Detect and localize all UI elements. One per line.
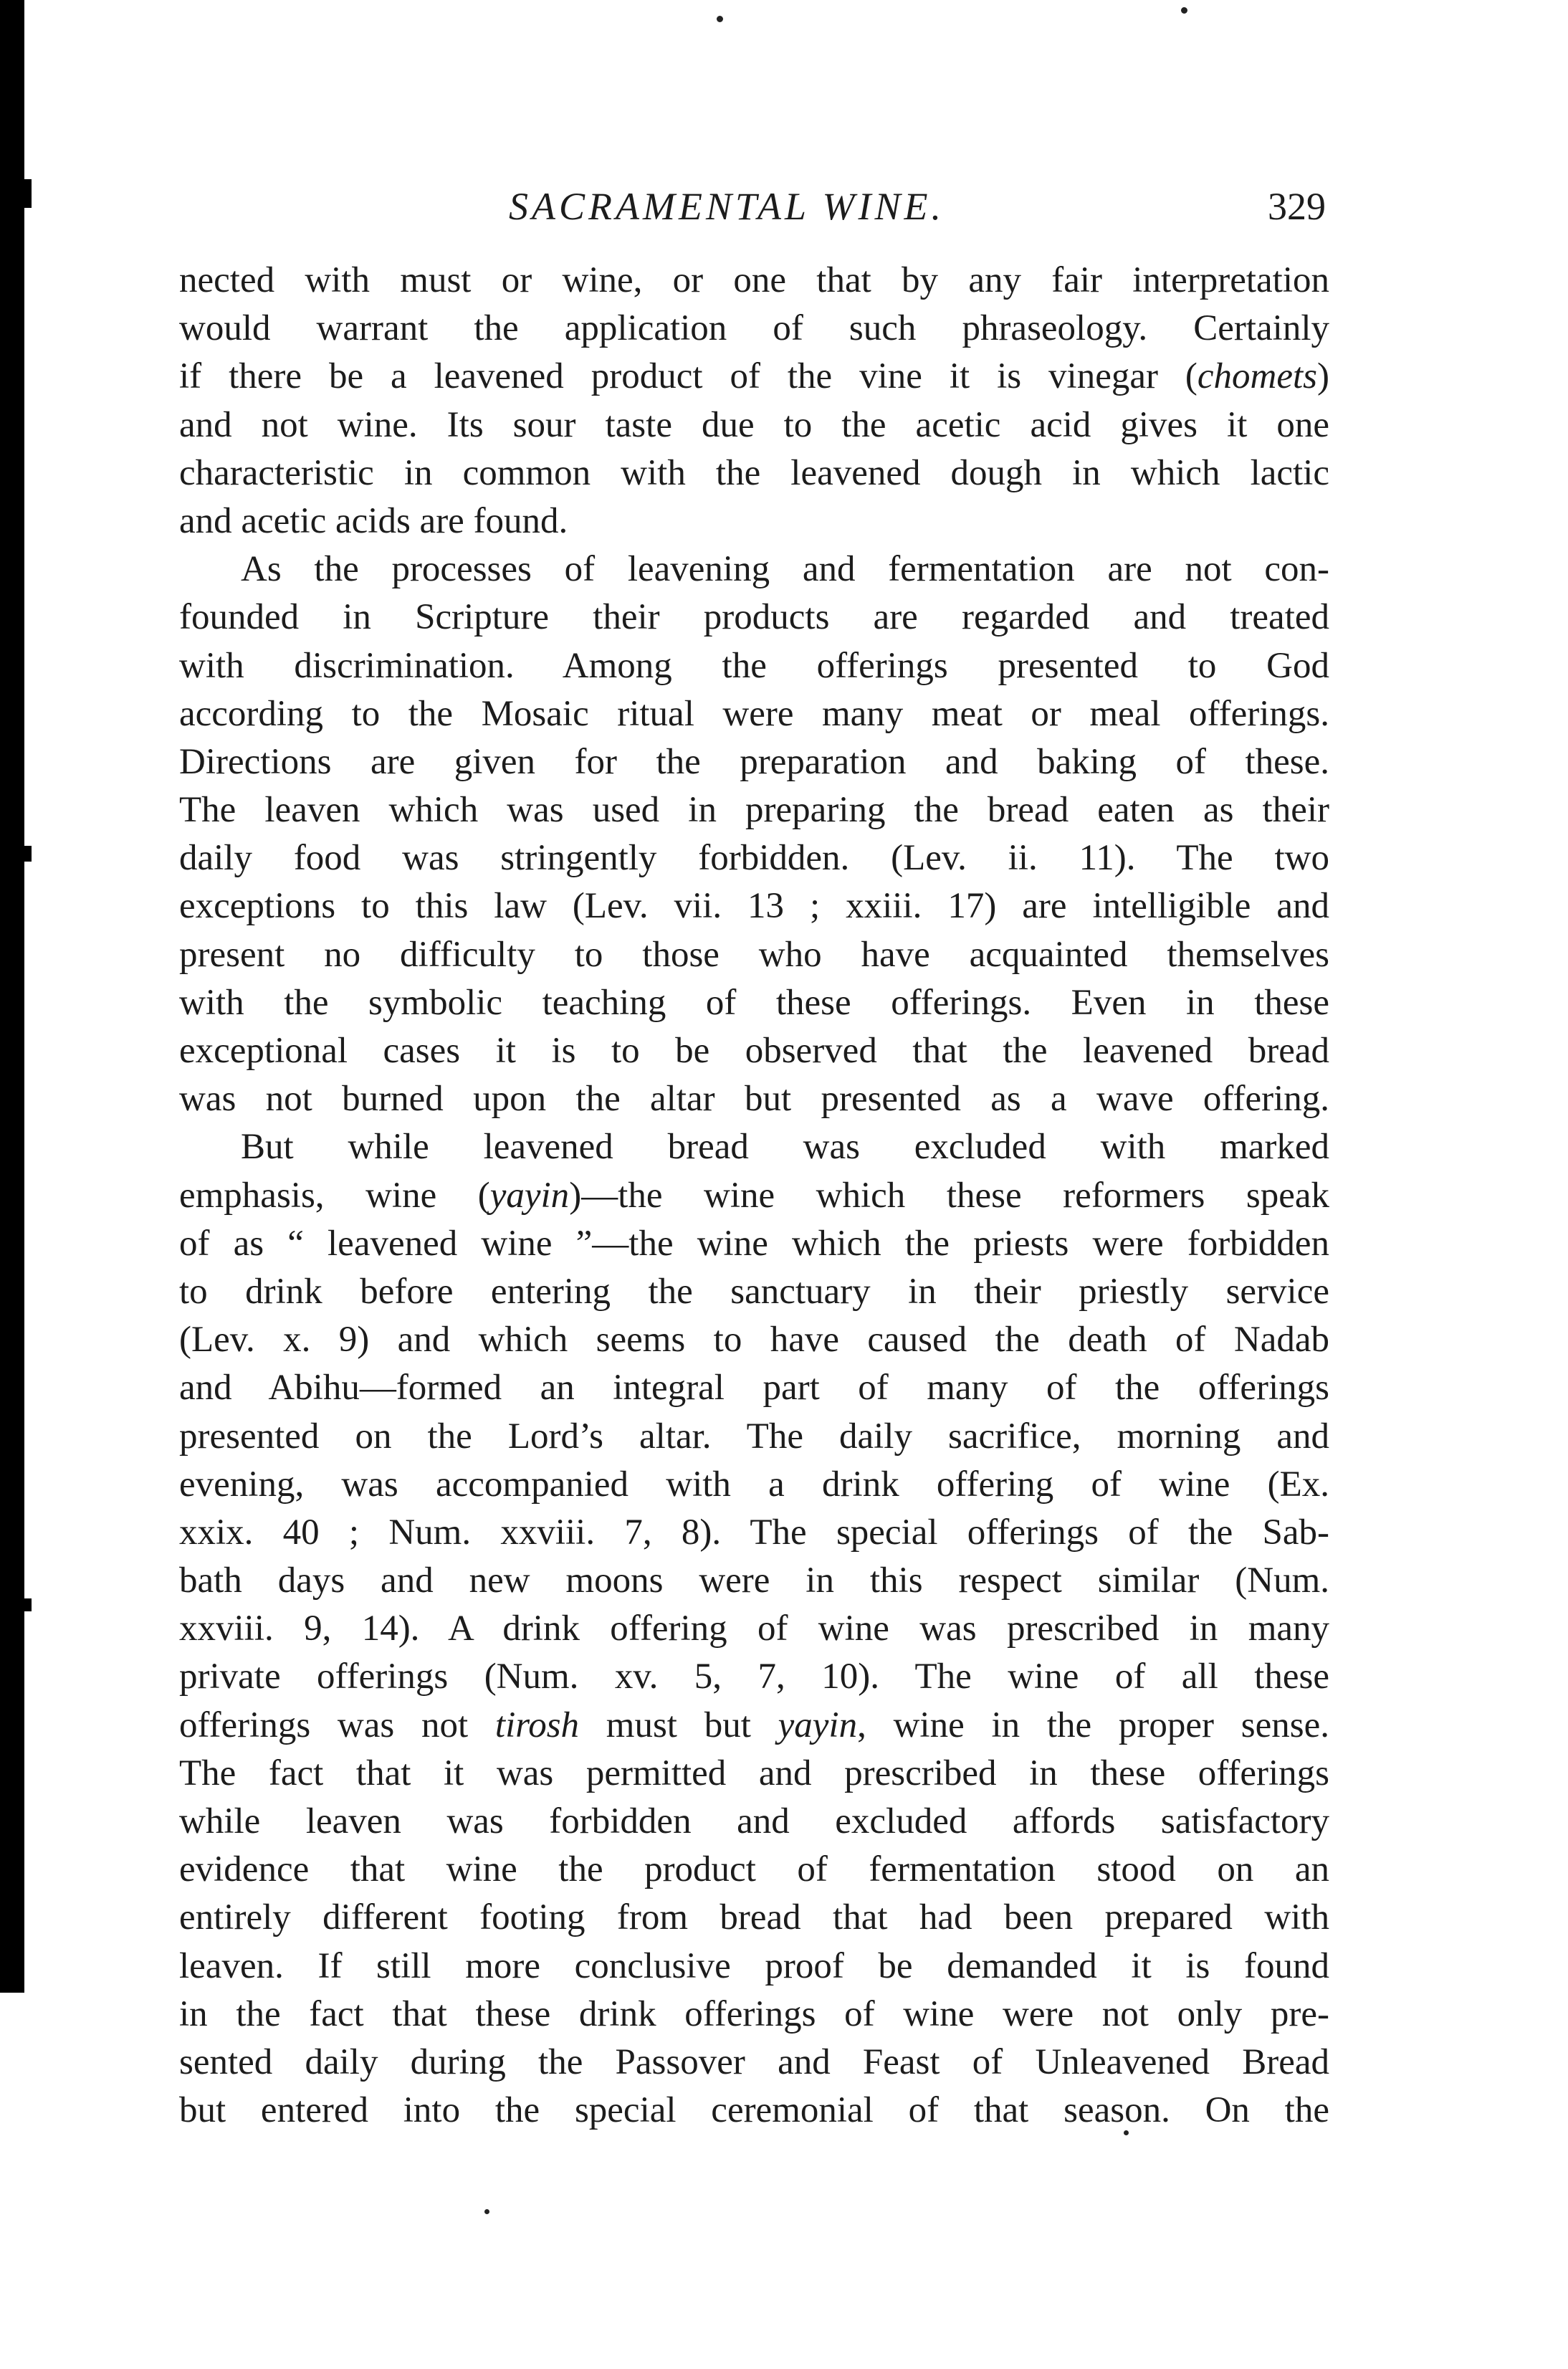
text-line: in the fact that these drink offerings of wine were not only pre-	[179, 1993, 1329, 2034]
text-line: bath days and new moons were in this respect similar (Num.	[179, 1560, 1329, 1601]
italic-term: tirosh	[494, 1705, 580, 1745]
text-run: , wine in the proper sense.	[857, 1705, 1329, 1745]
text-line: would warrant the application of such phraseology. Certainly	[179, 308, 1329, 349]
text-run: )	[1317, 356, 1329, 397]
text-line: was not burned upon the altar but presented as a wave offering.	[179, 1079, 1329, 1120]
page-number: 329	[1268, 185, 1326, 228]
text-line: Directions are given for the preparation and baking of these.	[179, 741, 1329, 782]
text-line: while leaven was forbidden and excluded affords satisfactory	[179, 1801, 1329, 1841]
running-head	[179, 178, 1326, 235]
text-run: offerings was not	[179, 1705, 495, 1745]
text-line: characteristic in common with the leavened dough in which lactic	[179, 452, 1329, 493]
text-run: emphasis, wine (	[179, 1175, 490, 1216]
text-line: and not wine. Its sour taste due to the acetic acid gives it one	[179, 404, 1329, 445]
text-line: evening, was accompanied with a drink offering of wine (Ex.	[179, 1464, 1329, 1505]
paragraph	[179, 257, 1329, 545]
scan-speck	[717, 16, 723, 22]
text-run: must but	[579, 1705, 778, 1745]
text-line: with discrimination. Among the offerings presented to God	[179, 645, 1329, 686]
body-text	[179, 257, 1329, 2135]
text-line: of as “ leavened wine ”—the wine which the priests were forbidden	[179, 1223, 1329, 1264]
text-line	[179, 353, 1329, 401]
text-line: leaven. If still more conclusive proof be demanded it is found	[179, 1945, 1329, 1986]
italic-term: chomets	[1197, 356, 1318, 397]
scan-edge-notch	[24, 1598, 32, 1611]
scan-edge-notch	[24, 179, 32, 208]
text-line: according to the Mosaic ritual were many meat or meal offerings.	[179, 693, 1329, 734]
text-line: and Abihu—formed an integral part of many of the offerings	[179, 1368, 1329, 1408]
paragraph	[179, 1123, 1329, 2135]
text-line: The leaven which was used in preparing the bread eaten as their	[179, 790, 1329, 831]
scan-edge-notch	[24, 846, 32, 862]
text-line: The fact that it was permitted and prescribed in these offerings	[179, 1753, 1329, 1793]
text-run: )—the wine which these reformers speak	[569, 1175, 1329, 1216]
text-line: but entered into the special ceremonial of that season. On the	[179, 2090, 1329, 2131]
text-line: But while leavened bread was excluded with marked	[241, 1127, 1329, 1168]
text-line: founded in Scripture their products are regarded and treated	[179, 597, 1329, 638]
text-line: xxix. 40 ; Num. xxviii. 7, 8). The special offerings of the Sab-	[179, 1512, 1329, 1553]
text-line: entirely different footing from bread that had been prepared with	[179, 1897, 1329, 1938]
paragraph	[179, 545, 1329, 1123]
text-line: private offerings (Num. xv. 5, 7, 10). The wine of all these	[179, 1657, 1329, 1697]
text-line: As the processes of leavening and fermentation are not con-	[241, 549, 1329, 590]
text-run: if there be a leavened product of the vine it is vinegar (	[179, 356, 1197, 397]
text-line: nected with must or wine, or one that by any fair interpretation	[179, 260, 1329, 300]
italic-term: yayin	[778, 1705, 858, 1745]
text-line: to drink before entering the sanctuary in their priestly service	[179, 1271, 1329, 1312]
text-line: (Lev. x. 9) and which seems to have caused the death of Nadab	[179, 1320, 1329, 1360]
text-line: exceptional cases it is to be observed that the leavened bread	[179, 1031, 1329, 1071]
text-line: and acetic acids are found.	[179, 500, 568, 541]
text-line: xxviii. 9, 14). A drink offering of wine was prescribed in many	[179, 1608, 1329, 1649]
text-line: exceptions to this law (Lev. vii. 13 ; xxiii. 17) are intelligible and	[179, 886, 1329, 927]
text-line	[179, 1702, 1329, 1750]
text-line: presented on the Lord’s altar. The daily sacrifice, morning and	[179, 1416, 1329, 1457]
running-title: SACRAMENTAL WINE.	[509, 185, 945, 228]
scan-binding-edge	[0, 0, 24, 1993]
text-line: evidence that wine the product of fermentation stood on an	[179, 1849, 1329, 1890]
italic-term: yayin	[489, 1175, 570, 1216]
text-line: with the symbolic teaching of these offerings. Even in these	[179, 982, 1329, 1023]
text-line: daily food was stringently forbidden. (Lev. ii. 11). The two	[179, 838, 1329, 879]
text-line: present no difficulty to those who have acquainted themselves	[179, 934, 1329, 975]
text-line: sented daily during the Passover and Feast of Unleavened Bread	[179, 2041, 1329, 2082]
scan-speck	[484, 2209, 489, 2214]
scan-speck	[1181, 7, 1187, 14]
text-line	[179, 1172, 1329, 1220]
